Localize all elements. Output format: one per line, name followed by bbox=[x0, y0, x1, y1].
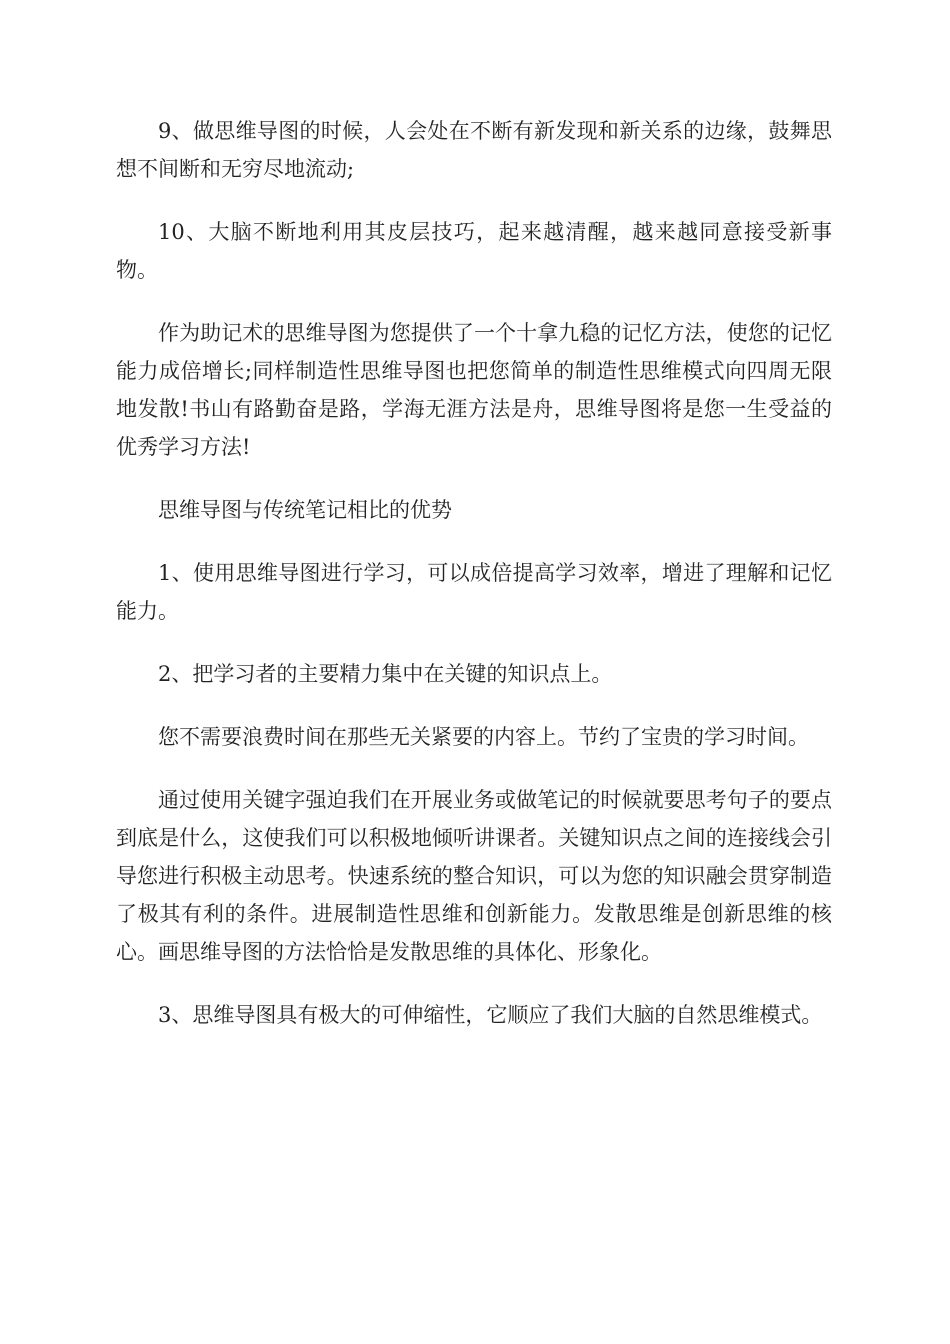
paragraph-mnemonic: 作为助记术的思维导图为您提供了一个十拿九稳的记忆方法，使您的记忆能力成倍增长;同样制造性思维导图也把您简单的制造性思维模式向四周无限地发散!书山有路勤奋是路，学海无涯方法是舟，思维导图将是您一生受益的优秀学习方法! bbox=[116, 321, 832, 459]
section-heading: 思维导图与传统笔记相比的优势 bbox=[158, 498, 452, 522]
paragraph-item-9: 9、做思维导图的时候，人会处在不断有新发现和新关系的边缘，鼓舞思想不间断和无穷尽地流动; bbox=[116, 119, 832, 181]
paragraph-advantage-3: 3、思维导图具有极大的可伸缩性，它顺应了我们大脑的自然思维模式。 bbox=[158, 1003, 823, 1027]
paragraph-save-time: 您不需要浪费时间在那些无关紧要的内容上。节约了宝贵的学习时间。 bbox=[158, 725, 809, 749]
paragraph-item-10: 10、大脑不断地利用其皮层技巧，起来越清醒，越来越同意接受新事物。 bbox=[116, 220, 832, 282]
paragraph-keywords: 通过使用关键字强迫我们在开展业务或做笔记的时候就要思考句子的要点到底是什么，这使我们可以积极地倾听讲课者。关键知识点之间的连接线会引导您进行积极主动思考。快速系统的整合知识，可以为您的知识融会贯穿制造了极其有利的条件。进展制造性思维和创新能力。发散思维是创新思维的核心。画思维导图的方法恰恰是发散思维的具体化、形象化。 bbox=[116, 788, 832, 964]
paragraph-advantage-1: 1、使用思维导图进行学习，可以成倍提高学习效率，增进了理解和记忆能力。 bbox=[116, 561, 832, 623]
document-body bbox=[116, 112, 832, 1059]
paragraph-advantage-2: 2、把学习者的主要精力集中在关键的知识点上。 bbox=[158, 662, 613, 686]
